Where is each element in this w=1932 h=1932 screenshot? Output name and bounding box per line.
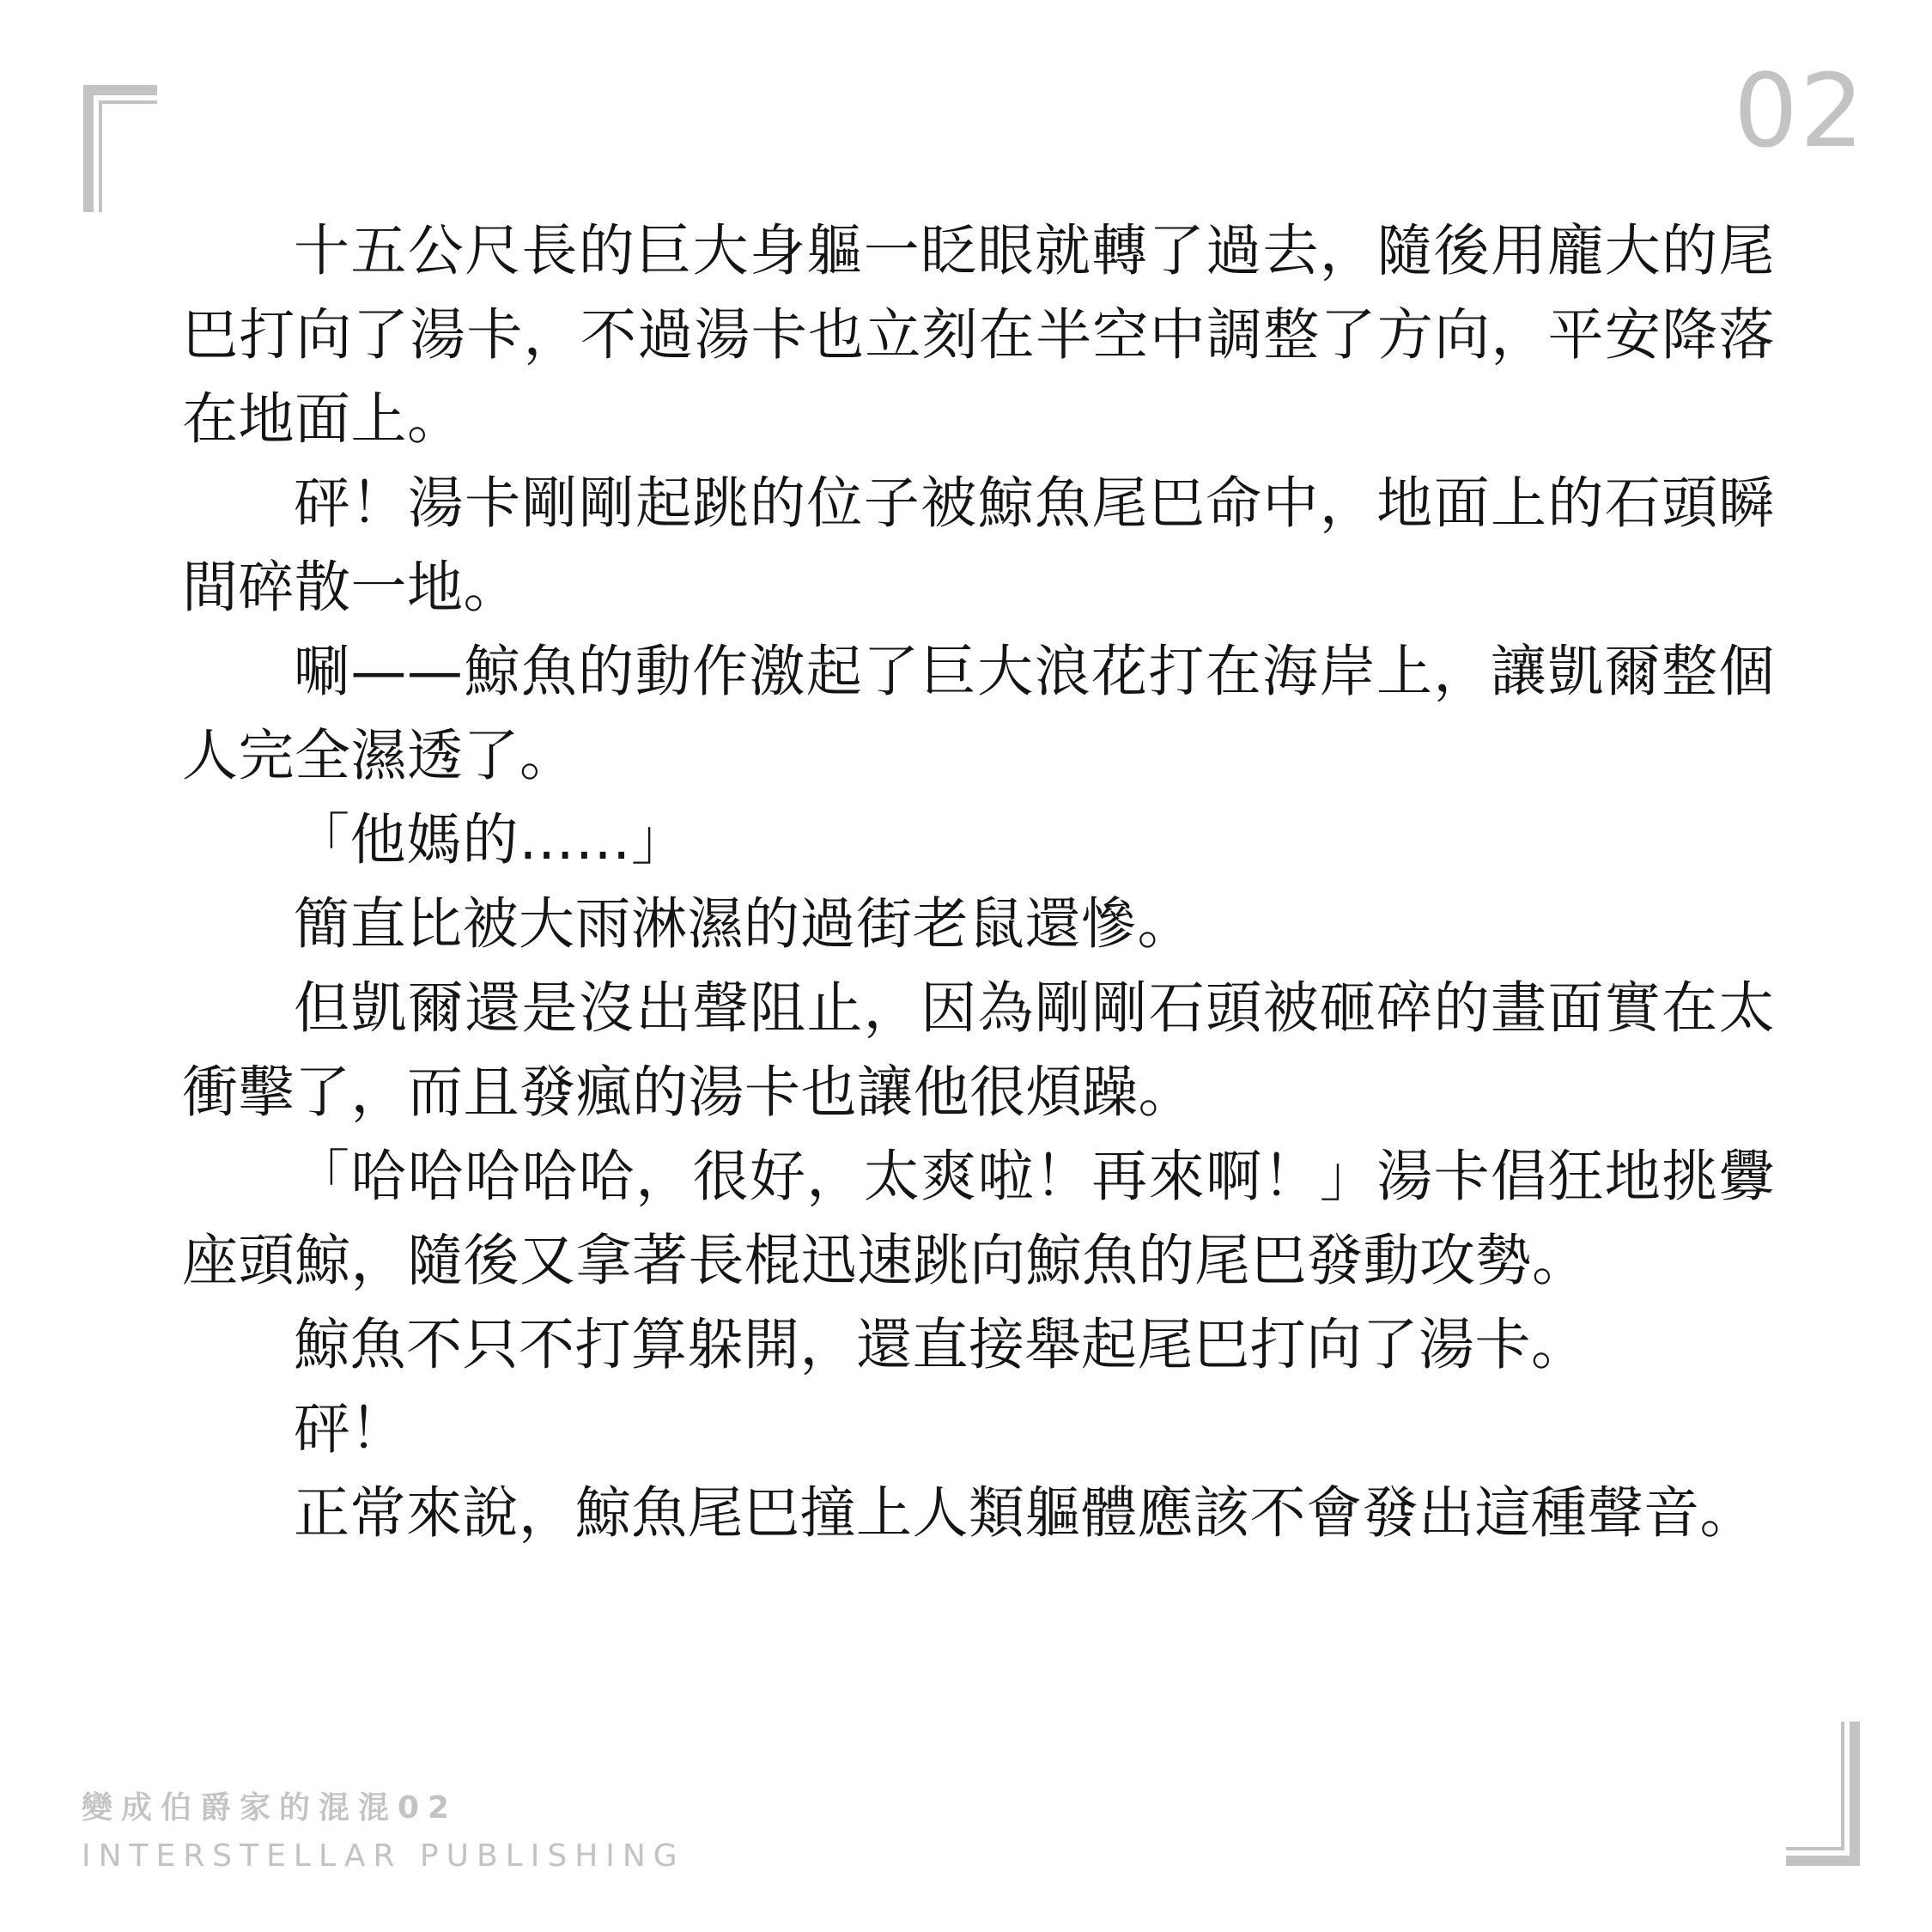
paragraph: 但凱爾還是沒出聲阻止，因為剛剛石頭被砸碎的畫面實在太衝擊了，而且發瘋的湯卡也讓他很煩躁。 [182, 976, 1775, 1125]
footer [82, 1788, 685, 1877]
publisher-name: INTERSTELLAR PUBLISHING [82, 1838, 685, 1874]
paragraph: 砰！ [294, 1397, 407, 1461]
closing-corner-bracket [1786, 1722, 1862, 1868]
paragraph: 十五公尺長的巨大身軀一眨眼就轉了過去，隨後用龐大的尾巴打向了湯卡，不過湯卡也立刻在半空中調整了方向，平安降落在地面上。 [182, 219, 1775, 452]
story-text [182, 210, 1775, 1556]
paragraph: 砰！湯卡剛剛起跳的位子被鯨魚尾巴命中，地面上的石頭瞬間碎散一地。 [182, 471, 1775, 620]
paragraph: 簡直比被大雨淋濕的過街老鼠還慘。 [294, 892, 1194, 957]
paragraph: 正常來說，鯨魚尾巴撞上人類軀體應該不會發出這種聲音。 [294, 1481, 1757, 1546]
book-title: 變成伯爵家的混混02 [82, 1790, 459, 1826]
opening-corner-bracket [82, 83, 157, 212]
paragraph: 唰——鯨魚的動作激起了巨大浪花打在海岸上，讓凱爾整個人完全濕透了。 [182, 640, 1775, 788]
paragraph: 「他媽的……」 [294, 808, 688, 872]
paragraph: 鯨魚不只不打算躲開，還直接舉起尾巴打向了湯卡。 [294, 1313, 1588, 1377]
page-number: 02 [1733, 52, 1866, 170]
paragraph: 「哈哈哈哈哈，很好，太爽啦！再來啊！」湯卡倡狂地挑釁座頭鯨，隨後又拿著長棍迅速跳向鯨魚的尾巴發動攻勢。 [182, 1145, 1775, 1293]
